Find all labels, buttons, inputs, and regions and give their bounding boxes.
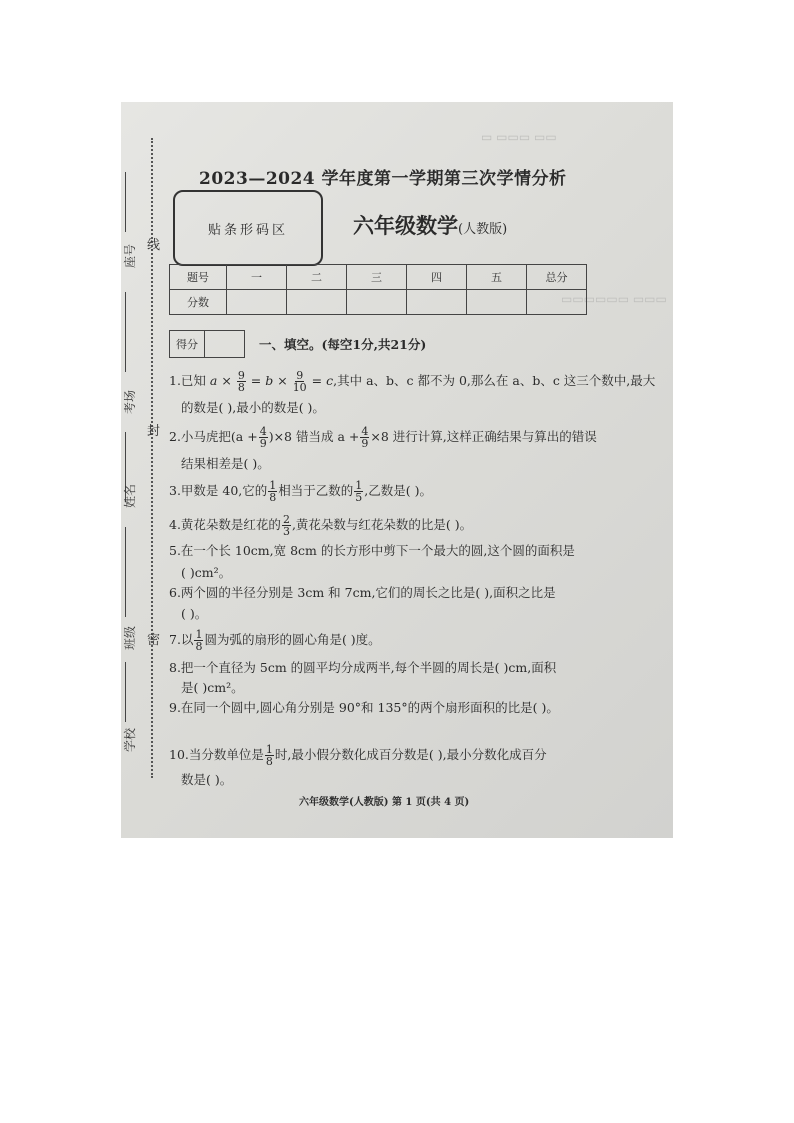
seal-char-xian: 线 [147, 238, 161, 253]
question-text: 圆为弧的扇形的圆心角是( )度。 [204, 632, 381, 647]
table-cell: 题号 [170, 265, 227, 290]
question-1-cont: 的数是( ),最小的数是( )。 [181, 400, 325, 415]
bleed-through-text: ▭▭▭▭▭▭ ▭▭▭ [561, 292, 667, 306]
table-cell: 四 [407, 265, 467, 290]
fraction [282, 514, 291, 537]
fraction [194, 629, 203, 652]
table-row [170, 290, 587, 315]
denominator: 9 [361, 437, 369, 450]
scanned-exam-page [121, 102, 673, 838]
question-6-cont: ( )。 [181, 606, 208, 621]
table-cell: 分数 [170, 290, 227, 315]
question-10 [169, 744, 547, 767]
name-label: 姓名 [123, 483, 137, 508]
question-2-cont: 结果相差是( )。 [181, 456, 270, 471]
math-expr: = c [311, 373, 334, 388]
fill-line [125, 172, 127, 232]
section-title: 一、填空。(每空1分,共21分) [259, 337, 427, 352]
math-expr: a × [209, 373, 232, 388]
denominator: 5 [355, 491, 363, 504]
score-input-cell[interactable] [227, 290, 287, 315]
class-label: 班级 [123, 625, 137, 650]
question-2 [169, 426, 597, 449]
fill-line [125, 527, 127, 617]
barcode-area-label: 贴条形码区 [207, 222, 288, 238]
question-text: 10.当分数单位是 [169, 747, 264, 762]
question-8: 8.把一个直径为 5cm 的圆平均分成两半,每个半圆的周长是( )cm,面积 [169, 660, 557, 675]
exam-room-label: 考场 [123, 389, 137, 414]
question-text: 时,最小假分数化成百分数是( ),最小分数化成百分 [274, 747, 547, 762]
question-text: ,乙数是( )。 [364, 483, 432, 498]
denominator: 8 [269, 491, 277, 504]
score-input-cell[interactable] [347, 290, 407, 315]
question-1 [169, 370, 655, 393]
question-7 [169, 629, 381, 652]
numerator: 4 [361, 425, 369, 438]
question-text: )×8 错当成 a + [268, 429, 360, 444]
question-text: 1.已知 [169, 373, 206, 388]
table-cell: 五 [467, 265, 527, 290]
edition-label: (人教版) [458, 222, 508, 237]
denominator: 8 [195, 640, 203, 653]
page-footer: 六年级数学(人教版) 第 1 页(共 4 页) [299, 797, 470, 808]
table-cell: 三 [347, 265, 407, 290]
numerator: 1 [265, 743, 273, 756]
question-3 [169, 480, 432, 503]
seal-char-mi: 密 [147, 633, 161, 648]
question-5: 5.在一个长 10cm,宽 8cm 的长方形中剪下一个最大的圆,这个圆的面积是 [169, 543, 575, 558]
exam-title: 2023—2024 学年度第一学期第三次学情分析 [199, 169, 567, 189]
score-input-cell[interactable] [467, 290, 527, 315]
fill-line [125, 292, 127, 372]
fraction [259, 426, 268, 449]
numerator: 2 [282, 513, 290, 526]
fraction [354, 480, 363, 503]
table-cell: 二 [287, 265, 347, 290]
numerator: 1 [355, 479, 363, 492]
subject-name: 六年级数学 [353, 213, 458, 238]
question-text: ,其中 a、b、c 都不为 0,那么在 a、b、c 这三个数中,最大 [333, 373, 656, 388]
question-text: 3.甲数是 40,它的 [169, 483, 268, 498]
denominator: 9 [259, 437, 267, 450]
denominator: 8 [265, 755, 273, 768]
numerator: 1 [269, 479, 277, 492]
denominator: 3 [282, 525, 290, 538]
numerator: 4 [259, 425, 267, 438]
numerator: 9 [237, 369, 245, 382]
question-8-cont: 是( )cm²。 [181, 680, 244, 695]
section-score-label: 得分 [170, 331, 205, 357]
denominator: 10 [292, 381, 307, 394]
bleed-through-text: ▭ ▭▭▭ ▭▭ [481, 130, 557, 144]
fill-line [125, 662, 127, 722]
question-text: 2.小马虎把(a + [169, 429, 258, 444]
fraction [237, 370, 246, 393]
question-text: 7.以 [169, 632, 194, 647]
question-9: 9.在同一个圆中,圆心角分别是 90°和 135°的两个扇形面积的比是( )。 [169, 700, 559, 715]
question-10-cont: 数是( )。 [181, 772, 233, 787]
question-6: 6.两个圆的半径分别是 3cm 和 7cm,它们的周长之比是( ),面积之比是 [169, 585, 556, 600]
score-input-cell[interactable] [287, 290, 347, 315]
table-cell: 总分 [527, 265, 587, 290]
seal-char-feng: 封 [147, 424, 161, 439]
seat-label: 座号 [123, 243, 137, 268]
score-input-cell[interactable] [407, 290, 467, 315]
subject-title [353, 210, 507, 240]
math-expr: = b × [250, 373, 288, 388]
fraction [268, 480, 277, 503]
table-row [170, 265, 587, 290]
denominator: 8 [237, 381, 245, 394]
school-label: 学校 [123, 727, 137, 752]
barcode-area [173, 190, 323, 266]
question-text: ,黄花朵数与红花朵数的比是( )。 [291, 517, 473, 532]
score-table [169, 264, 587, 315]
question-text: 4.黄花朵数是红花的 [169, 517, 281, 532]
question-5-cont: ( )cm²。 [181, 565, 232, 580]
table-cell: 一 [227, 265, 287, 290]
section-score-box [169, 330, 245, 358]
score-input-cell[interactable] [527, 290, 587, 315]
question-text: ×8 进行计算,这样正确结果与算出的错误 [370, 429, 597, 444]
question-text: 相当于乙数的 [278, 483, 354, 498]
question-4 [169, 514, 472, 537]
fraction [293, 370, 307, 393]
fraction [265, 744, 274, 767]
numerator: 9 [296, 369, 304, 382]
numerator: 1 [195, 628, 203, 641]
fraction [360, 426, 369, 449]
